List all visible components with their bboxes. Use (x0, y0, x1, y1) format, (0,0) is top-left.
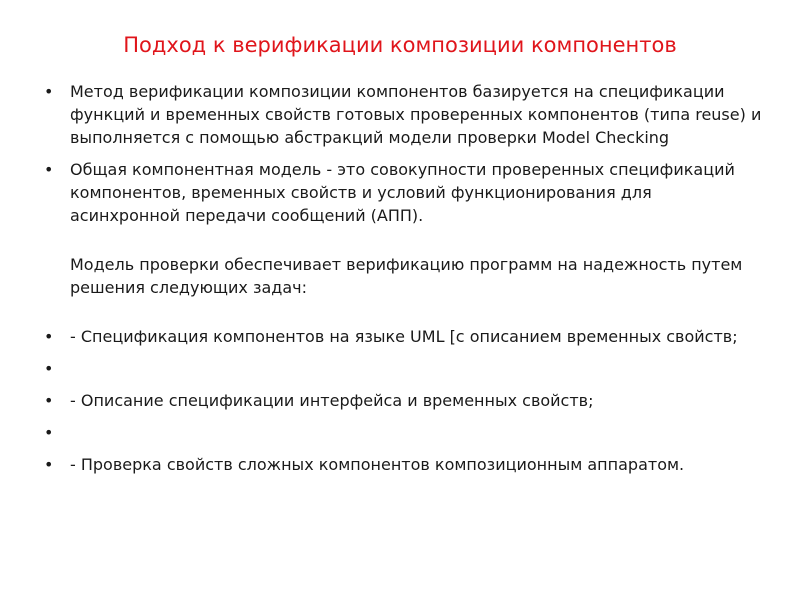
paragraph-text: Общая компонентная модель - это совокупности проверенных спецификаций компонентов, временных свойств и условий функционирования для асинхронной передачи сообщений (АПП). (70, 160, 735, 225)
bullet-icon: • (44, 160, 54, 179)
paragraph-text: - Описание спецификации интерфейса и временных свойств; (70, 391, 594, 410)
bullet-icon: • (44, 359, 54, 378)
bullet-icon: • (44, 423, 54, 442)
paragraph-text: - Проверка свойств сложных компонентов композиционным аппаратом. (70, 455, 685, 474)
list-item (44, 389, 764, 412)
list-item (44, 80, 764, 149)
list-item-no-bullet (44, 253, 764, 299)
bullet-icon: • (44, 455, 54, 474)
paragraph-text: Модель проверки обеспечивает верификацию программ на надежность путем решения следующих задач: (70, 255, 743, 297)
list-item (44, 158, 764, 227)
list-item-empty (44, 421, 764, 444)
bullet-icon: • (44, 391, 54, 410)
slide-title: Подход к верификации композиции компонентов (123, 33, 677, 57)
bullet-icon: • (44, 82, 54, 101)
list-item (44, 325, 764, 348)
list-item (44, 453, 764, 476)
slide-body (44, 80, 764, 485)
paragraph-text: - Спецификация компонентов на языке UML [с описанием временных свойств; (70, 327, 738, 346)
paragraph-text: Метод верификации композиции компонентов базируется на спецификации функций и временных свойств готовых проверенных компонентов (типа reuse) и выполняется с помощью абстракций модели проверки Model Checking (70, 82, 762, 147)
list-item-empty (44, 357, 764, 380)
bullet-icon: • (44, 327, 54, 346)
